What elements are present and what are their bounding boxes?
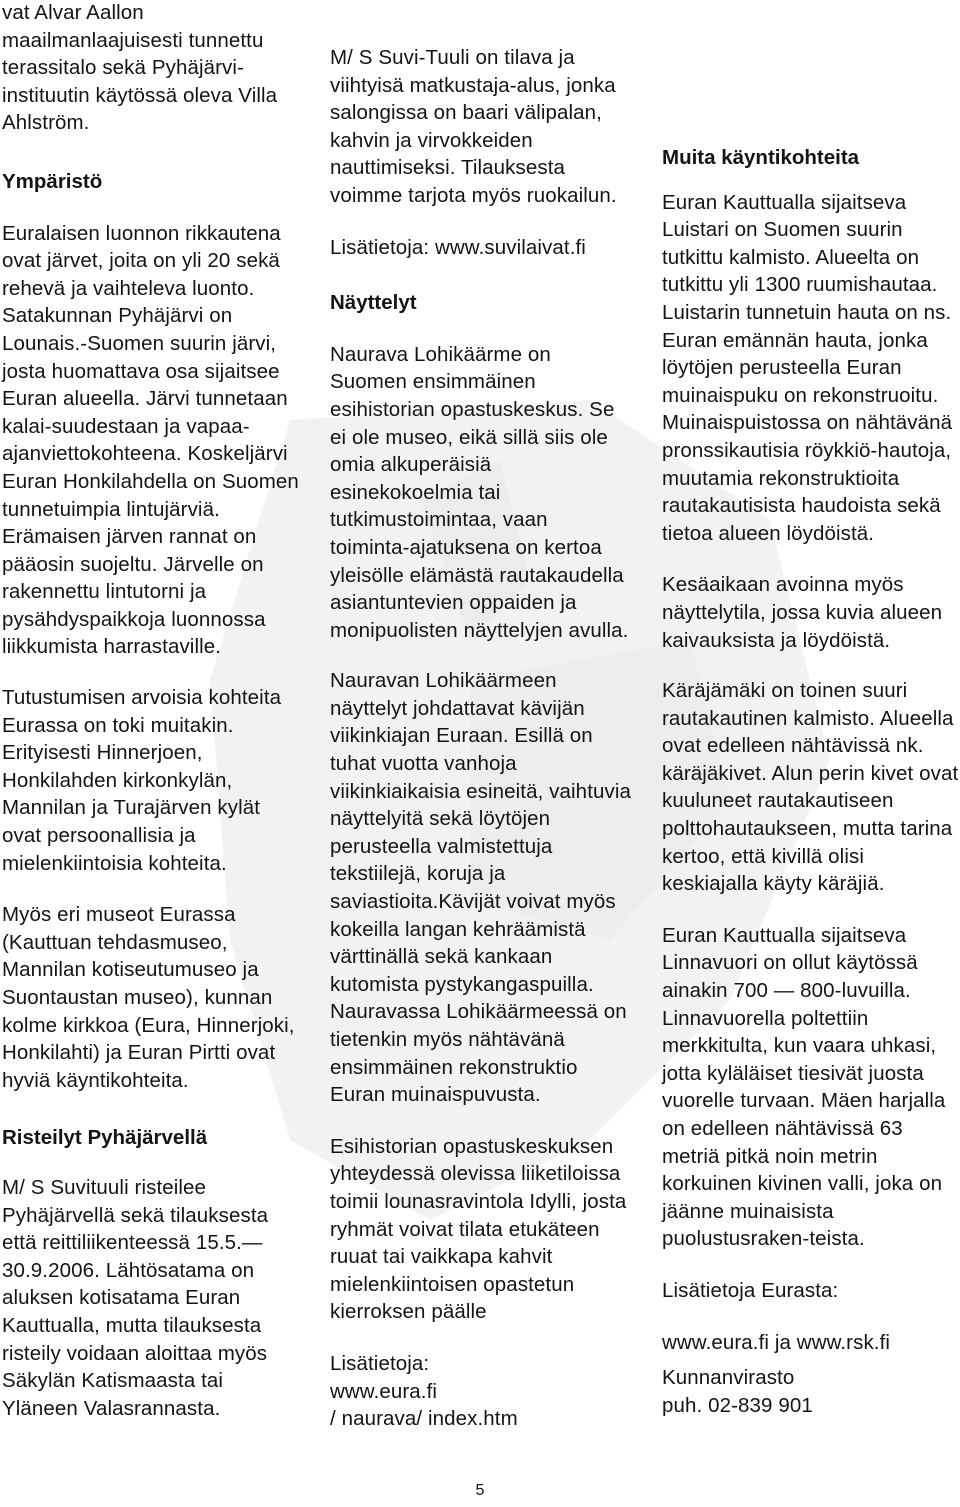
lisatietoja-label: Lisätietoja: bbox=[330, 1351, 430, 1375]
eura-rsk-links[interactable]: www.eura.fi ja www.rsk.fi bbox=[662, 1330, 891, 1354]
museot-paragraph: Myös eri museot Eurassa (Kauttuan tehdasmuseo, Mannilan kotiseutumuseo ja Suontaustan museo), kunnan kolme kirkkoa (Eura, Hinnerjoki, Honkilahti) ja Euran Pirtti ovat hyviä käyntikohteita. bbox=[2, 903, 295, 1092]
lisatietoja-eurasta: Lisätietoja Eurasta: bbox=[662, 1278, 839, 1302]
naurava-link-part1[interactable]: www.eura.fi bbox=[330, 1379, 438, 1403]
risteilyt-paragraph: M/ S Suvituuli risteilee Pyhäjärvellä sekä tilauksesta että reittiliikenteessä 15.5.— 30.9.2006. Lähtösatama on aluksen kotisatama Euran Kauttualla, mutta tilauksesta risteily voidaan aloittaa myös Säkylän Katismaasta tai Yläneen Valasrannasta. bbox=[2, 1175, 269, 1420]
naurava-paragraph: Naurava Lohikäärme on Suomen ensimmäinen esihistorian opastuskeskus. Se ei ole museo, eikä sillä siis ole omia alkuperäisiä esinekokoelmia tai tutkimustoimintaa, vaan toiminta-ajatuksena on kertoa yleisölle elämästä rautakaudella asiantuntevien oppaiden ja monipuolisten näyttelyjen avulla. bbox=[330, 342, 629, 642]
heading-nayttelyt: Näyttelyt bbox=[330, 291, 417, 315]
phone-number: puh. 02-839 901 bbox=[662, 1393, 813, 1417]
heading-ymparisto: Ympäristö bbox=[2, 169, 103, 193]
page-number: 5 bbox=[475, 1482, 485, 1499]
kesa-paragraph: Kesäaikaan avoinna myös näyttelytila, jossa kuvia alueen kaivauksista ja löydöistä. bbox=[662, 573, 943, 652]
kohteet-paragraph: Tutustumisen arvoisia kohteita Eurassa on toki muitakin. Erityisesti Hinnerjoen, Honkilahden kirkonkylän, Mannilan ja Turajärven kylät ovat persoonallisia ja mielenkiintoisia kohteita. bbox=[2, 686, 282, 875]
column-middle bbox=[330, 0, 632, 1433]
nayttely-paragraph: Nauravan Lohikäärmeen näyttelyt johdattavat kävijän viikinkiajan Euraan. Esillä on tuhat vuotta vanhoja viikinkiaikaisia esineitä, vaihtuvia näyttelyitä sekä löytöjen perusteella valmistettuja tekstiilejä, koruja ja saviastioita.Kävijät voivat myös kokeilla langan kehräämistä värttinällä sekä kankaan kutomista pystykangaspuilla. Nauravassa Lohikäärmeessä on tietenkin myös nähtävänä ensimmäinen rekonstruktio Euran muinaispuvusta. bbox=[330, 669, 631, 1107]
heading-muita-kayntikohteita: Muita käyntikohteita bbox=[662, 146, 860, 169]
column-left bbox=[2, 0, 300, 1422]
heading-risteilyt: Risteilyt Pyhäjärvellä bbox=[2, 1126, 208, 1150]
lisatietoja-suvilaivat: Lisätietoja: www.suvilaivat.fi bbox=[330, 235, 586, 259]
naurava-link-part2[interactable]: / naurava/ index.htm bbox=[330, 1407, 518, 1431]
intro-paragraph: vat Alvar Aallon maailmanlaajuisesti tunnettu terassitalo sekä Pyhäjärvi-instituutin käytössä oleva Villa Ahlström. bbox=[2, 1, 278, 135]
linnavuori-paragraph: Euran Kauttualla sijaitseva Linnavuori on ollut käytössä ainakin 700 — 800-luvuilla. Linnavuorella poltettiin merkkitulta, kun vaara uhkasi, jotta kyläläiset tiesivät juosta vuorelle turvaan. Mäen harjalla on edelleen nähtävissä 63 metriä pitkä noin metrin korkuinen kivinen valli, joka on jäänne muinaisista puolustusraken-teista. bbox=[662, 923, 946, 1251]
karajamaki-paragraph: Käräjämäki on toinen suuri rautakautinen kalmisto. Alueella ovat edelleen nähtävissä nk. käräjäkivet. Alun perin kivet ovat kuuluneet rautakautiseen polttohautaukseen, mutta tarina kertoo, että kivillä olisi keskiajalla käyty käräjiä. bbox=[662, 679, 959, 896]
ravintola-paragraph: Esihistorian opastuskeskuksen yhteydessä olevissa liiketiloissa toimii lounasravintola Idylli, josta ryhmät voivat tilata etukäteen ruuat tai vaikkapa kahvit mielenkiintoisen opastetun kierroksen päälle bbox=[330, 1134, 627, 1324]
column-right bbox=[662, 0, 960, 1419]
luonto-paragraph: Euralaisen luonnon rikkautena ovat järvet, joita on yli 20 sekä rehevä ja vaihteleva luonto. Satakunnan Pyhäjärvi on Lounais.-Suomen suurin järvi, josta huomattava osa sijaitsee Euran alueella. Järvi tunnetaan kalai-suudestaan ja vapaa-ajanviettokohteena. Koskeljärvi Euran Honkilahdella on Suomen tunnetuimpia lintujärviä. Erämaisen järven rannat on pääosin suojeltu. Järvelle on rakennettu lintutorni ja pysähdyspaikkoja luonnossa liikkumista harrastaville. bbox=[2, 221, 299, 659]
luistari-paragraph: Euran Kauttualla sijaitseva Luistari on Suomen suurin tutkittu kalmisto. Alueelta on tutkittu yli 1300 ruumishautaa. Luistarin tunnetuin hauta on ns. Euran emännän hauta, jonka löytöjen perusteella Euran muinaispuku on rekonstruoitu. Muinaispuistossa on nähtävänä pronssikautisia röykkiö-hautoja, muutamia rekonstruktioita rautakautisista haudoista sekä tietoa alueen löydöistä. bbox=[662, 190, 953, 545]
kunnanvirasto-label: Kunnanvirasto bbox=[662, 1366, 795, 1390]
suvituuli-paragraph: M/ S Suvi-Tuuli on tilava ja viihtyisä matkustaja-alus, jonka salongissa on baari välipalan, kahvin ja virvokkeiden nauttimiseksi. Tilauksesta voimme tarjota myös ruokailun. bbox=[330, 46, 617, 207]
